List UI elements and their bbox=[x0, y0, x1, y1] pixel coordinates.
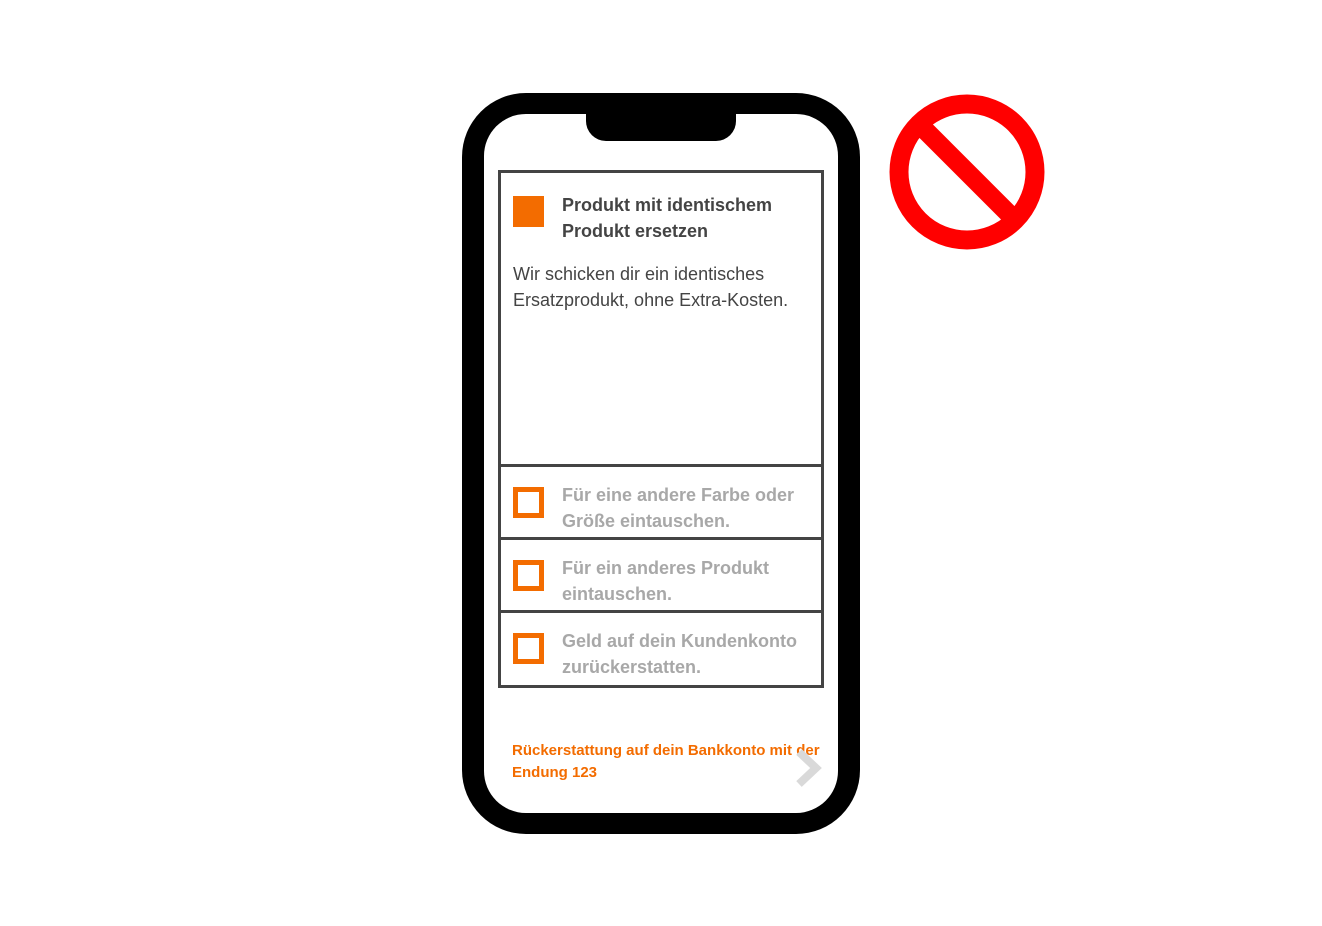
phone-screen bbox=[484, 114, 838, 813]
checkbox-checked-icon[interactable] bbox=[513, 196, 544, 227]
option-list bbox=[498, 170, 824, 688]
phone-frame bbox=[462, 93, 860, 834]
chevron-right-icon[interactable] bbox=[792, 746, 826, 790]
option-replace-identical[interactable] bbox=[498, 170, 824, 467]
option-title: Für eine andere Farbe oder Größe eintauschen. bbox=[562, 485, 795, 531]
checkbox-unchecked-icon[interactable] bbox=[513, 560, 544, 591]
checkbox-unchecked-icon[interactable] bbox=[513, 633, 544, 664]
option-description: Wir schicken dir ein identisches Ersatzprodukt, ohne Extra-Kosten. bbox=[513, 264, 789, 310]
prohibited-icon bbox=[888, 93, 1046, 251]
option-exchange-product[interactable] bbox=[498, 537, 824, 613]
refund-bank-account-link[interactable]: Rückerstattung auf dein Bankkonto mit der Endung 123 bbox=[512, 742, 820, 781]
option-exchange-color-size[interactable] bbox=[498, 464, 824, 540]
option-title: Für ein anderes Produkt eintauschen. bbox=[562, 558, 770, 604]
option-refund-customer-account[interactable] bbox=[498, 610, 824, 688]
option-title: Geld auf dein Kundenkonto zurückerstatten. bbox=[562, 631, 797, 677]
phone-notch bbox=[586, 114, 736, 141]
option-title: Produkt mit identischem Produkt ersetzen bbox=[562, 195, 773, 241]
checkbox-unchecked-icon[interactable] bbox=[513, 487, 544, 518]
